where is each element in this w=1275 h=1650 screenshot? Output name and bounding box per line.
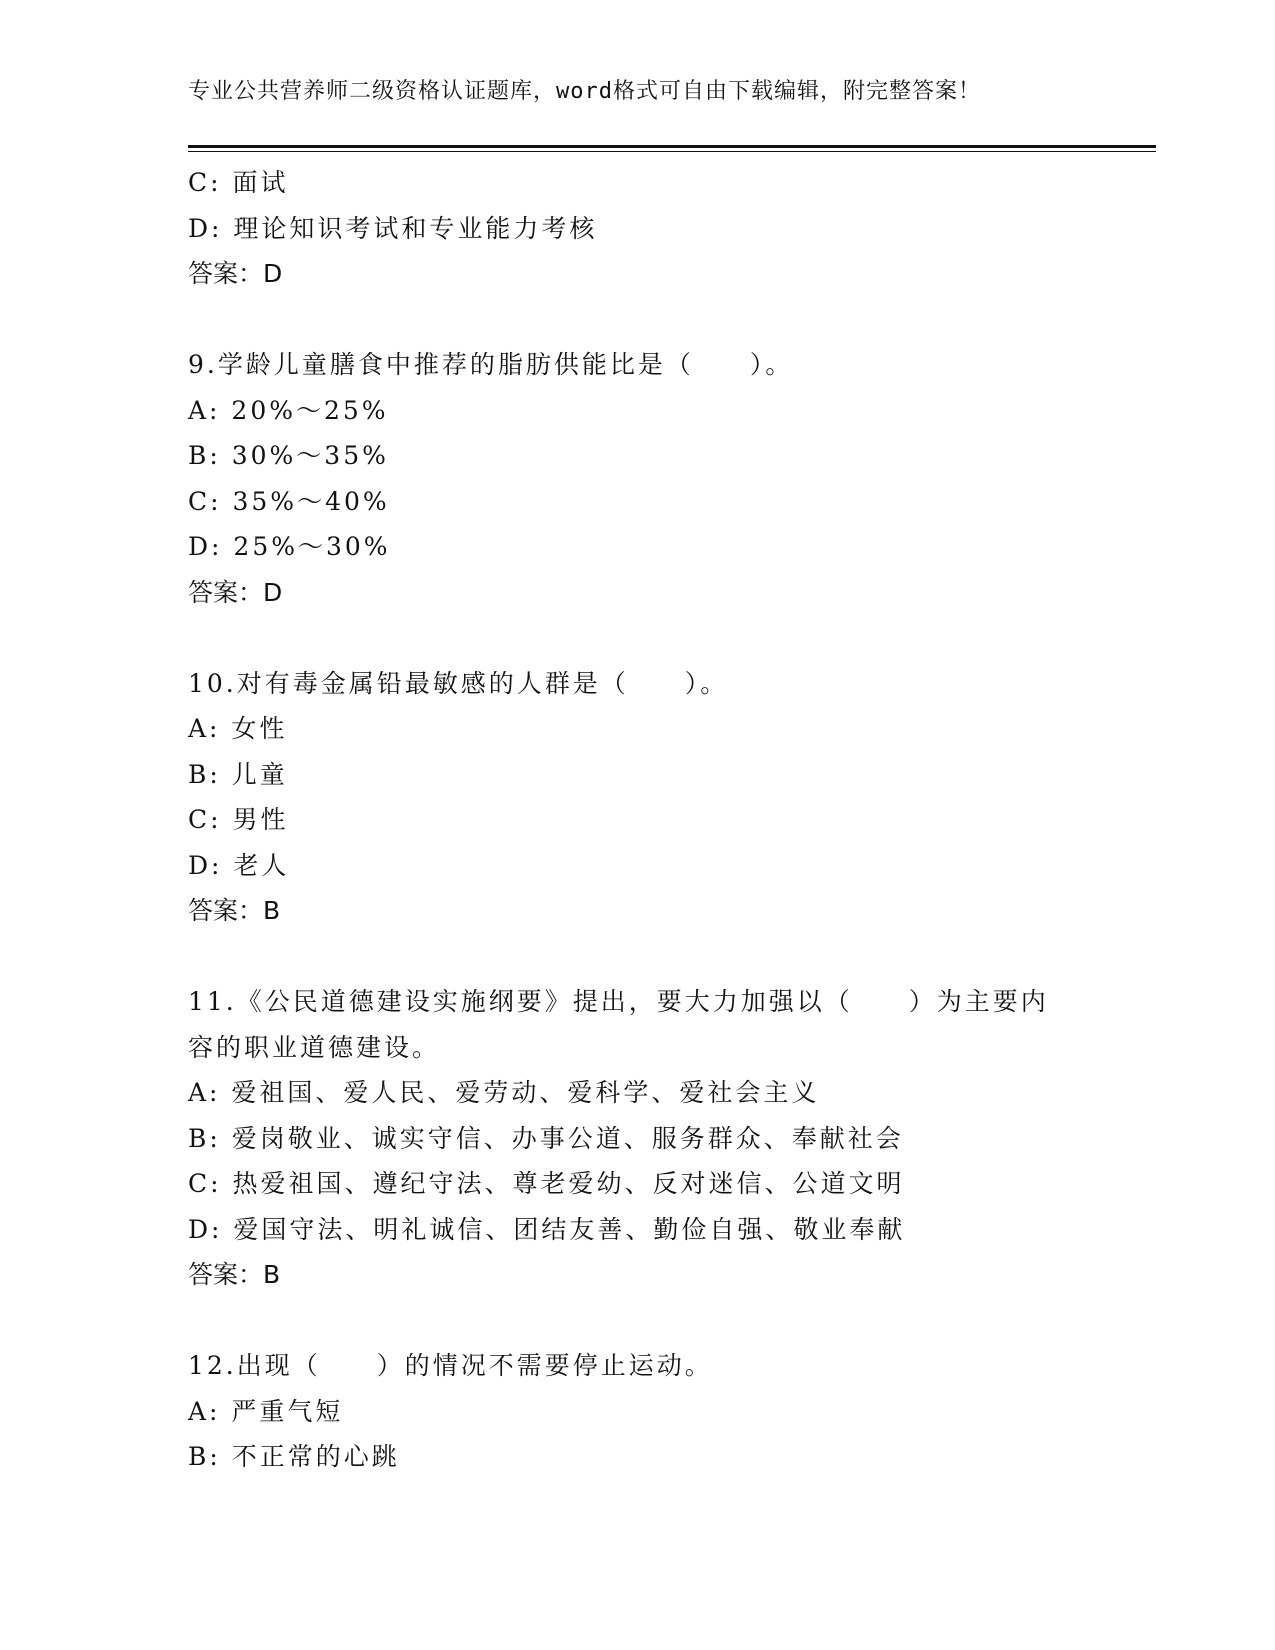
- option-d: D: 爱国守法、明礼诚信、团结友善、勤俭自强、敬业奉献: [188, 1214, 906, 1244]
- option-d: D: 老人: [188, 850, 290, 880]
- header-rule-thin: [188, 151, 1156, 152]
- question-stem: 9.学龄儿童膳食中推荐的脂肪供能比是（ ）。: [188, 350, 794, 379]
- option-c: C: 面试: [188, 168, 289, 197]
- option-a: A: 女性: [188, 714, 288, 743]
- option-a: A: 爱祖国、爱人民、爱劳动、爱科学、爱社会主义: [188, 1078, 820, 1107]
- answer: 答案：B: [188, 896, 281, 925]
- option-c: C: 35%～40%: [188, 486, 390, 516]
- answer: 答案：D: [188, 577, 283, 607]
- header-rule-thick: [188, 145, 1156, 148]
- option-a: A: 严重气短: [188, 1396, 344, 1426]
- option-b: B: 爱岗敬业、诚实守信、办事公道、服务群众、奉献社会: [188, 1123, 904, 1153]
- question-content: [188, 160, 1088, 1480]
- question-stem: 11.《公民道德建设实施纲要》提出，要大力加强以（ ）为主要内容的职业道德建设。: [188, 987, 1049, 1062]
- option-b: B: 30%～35%: [188, 441, 389, 470]
- page-header: 专业公共营养师二级资格认证题库，word格式可自由下载编辑，附完整答案！: [188, 79, 981, 104]
- option-d: D: 25%～30%: [188, 532, 391, 561]
- question-stem: 10.对有毒金属铅最敏感的人群是（ ）。: [188, 668, 729, 698]
- option-c: C: 热爱祖国、遵纪守法、尊老爱幼、反对迷信、公道文明: [188, 1169, 905, 1198]
- option-d: D: 理论知识考试和专业能力考核: [188, 213, 598, 243]
- option-b: B: 儿童: [188, 759, 288, 789]
- option-a: A: 20%～25%: [188, 395, 389, 425]
- question-stem: 12.出现（ ）的情况不需要停止运动。: [188, 1351, 713, 1380]
- answer: 答案：D: [188, 259, 283, 288]
- answer: 答案：B: [188, 1260, 281, 1289]
- option-c: C: 男性: [188, 805, 289, 834]
- option-b: B: 不正常的心跳: [188, 1442, 400, 1471]
